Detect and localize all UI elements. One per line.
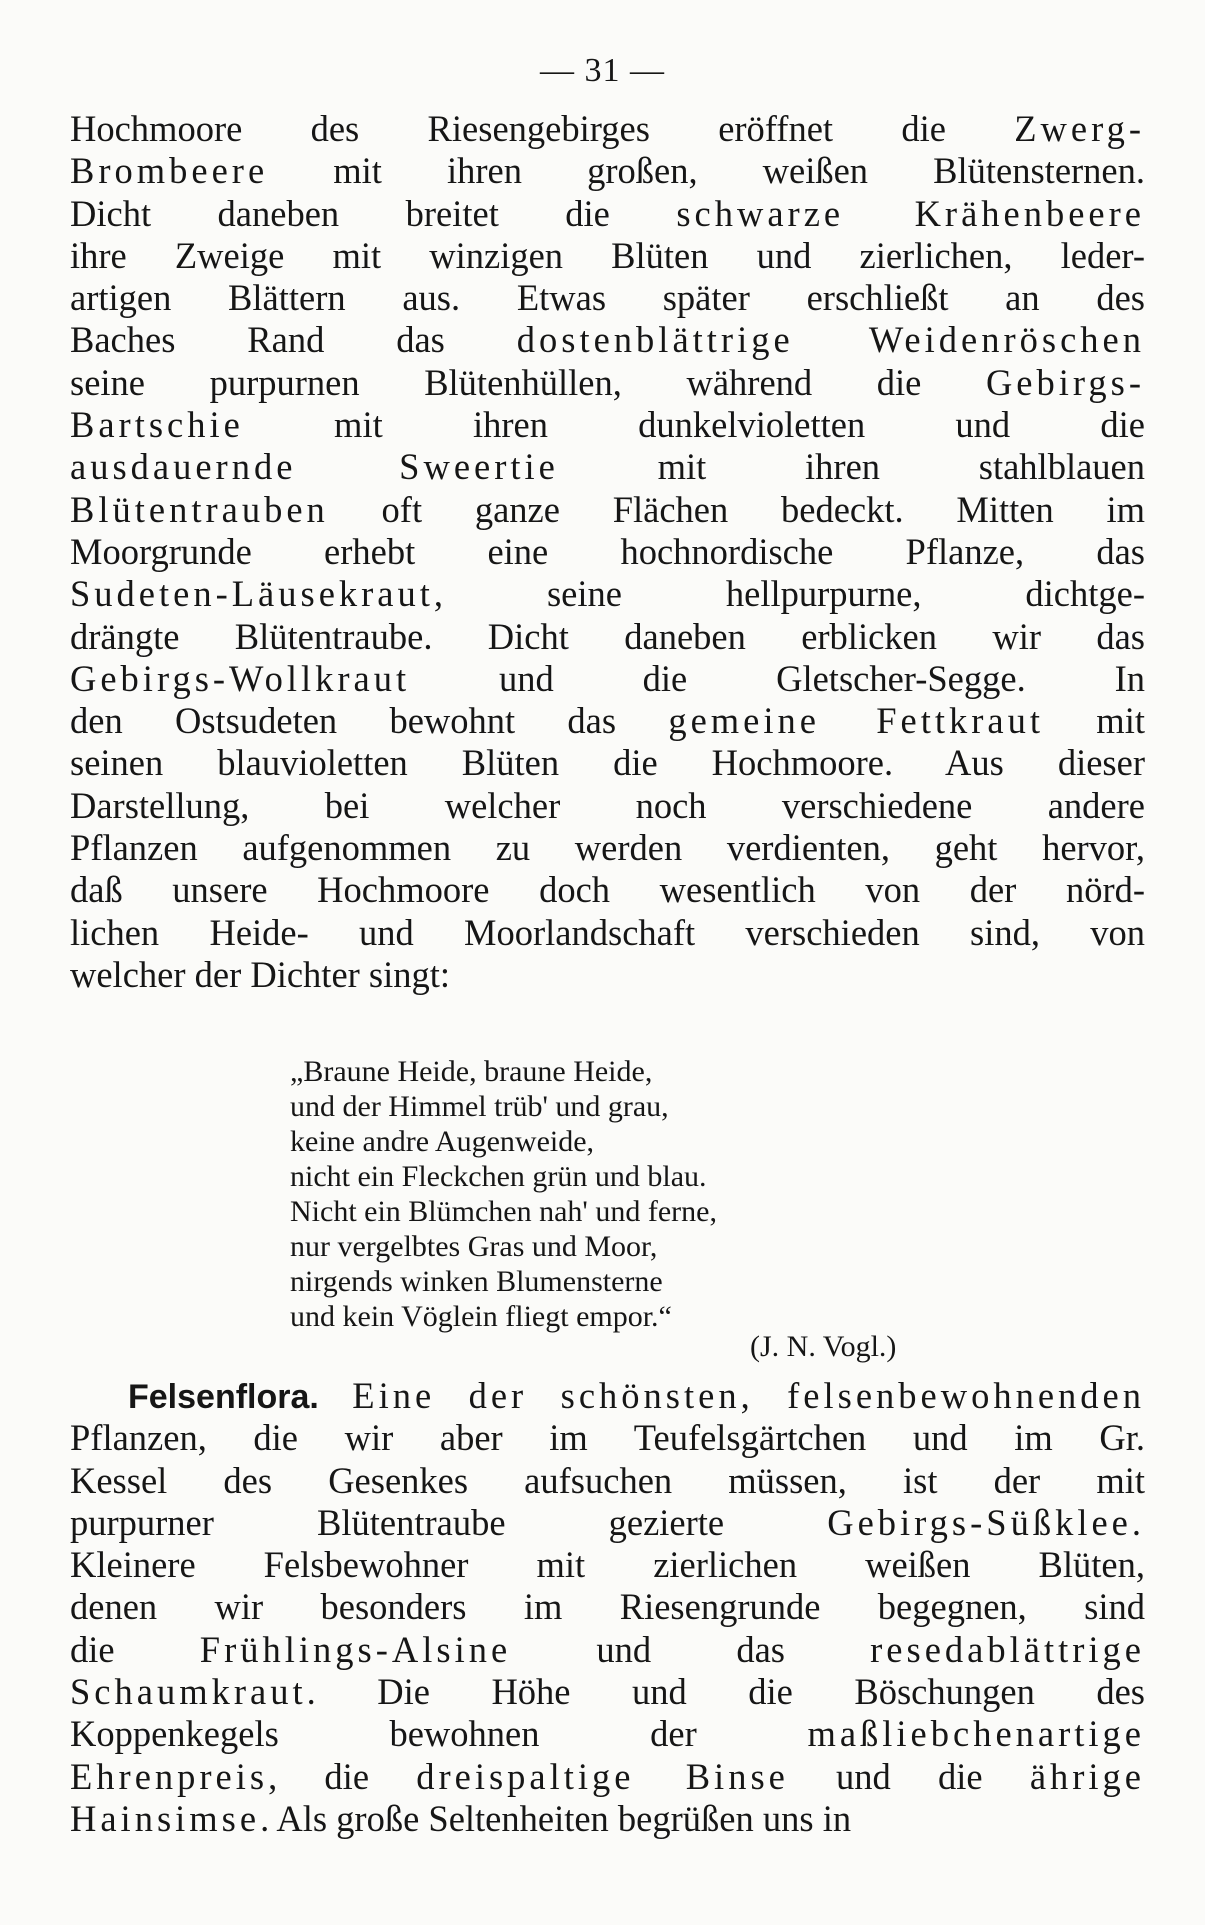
spaced-emphasis: dreispaltige Binse	[416, 1755, 789, 1797]
text-run: artigen Blättern aus. Etwas später erschließt an des	[70, 277, 1145, 319]
text-run: Dicht daneben breitet die	[70, 192, 677, 234]
spaced-emphasis: ährige	[1029, 1755, 1146, 1797]
poem-line: nur vergelbtes Gras und Moor,	[290, 1230, 658, 1263]
spaced-emphasis: dostenblättrige Weidenröschen	[516, 319, 1145, 361]
text-run: Koppenkegels bewohnen der	[70, 1713, 808, 1755]
text-line	[70, 1586, 1145, 1628]
text-line	[70, 277, 1145, 319]
text-line	[70, 1460, 1145, 1502]
text-line	[70, 700, 1145, 742]
spaced-emphasis: Hainsimse	[70, 1797, 261, 1839]
text-line	[70, 319, 1145, 361]
spaced-emphasis: Blütentrauben	[70, 488, 329, 530]
text-run: mit ihren stahlblauen	[558, 446, 1145, 488]
text-run: Hochmoore des Riesengebirges eröffnet die	[70, 108, 1015, 149]
text-line	[70, 827, 1145, 869]
text-run: und das	[511, 1628, 871, 1670]
text-run: drängte Blütentraube. Dicht daneben erblicken wir das	[70, 615, 1145, 657]
spaced-emphasis: Gebirgs-Wollkraut	[70, 657, 411, 699]
text-line	[70, 869, 1145, 911]
text-run: purpurner Blütentraube gezierte	[70, 1501, 828, 1543]
spaced-emphasis: Eine der schönsten, felsenbewohnenden	[318, 1375, 1145, 1416]
text-line	[70, 912, 1145, 954]
text-line	[70, 446, 1145, 488]
text-run: Kessel des Gesenkes aufsuchen müssen, ist der mit	[70, 1459, 1145, 1501]
text-line	[70, 1629, 1145, 1671]
text-line	[70, 658, 1145, 700]
text-line	[70, 235, 1145, 277]
spaced-emphasis: maßliebchenartige	[807, 1713, 1145, 1755]
spaced-emphasis: schwarze Krähenbeere	[676, 192, 1145, 234]
text-run: lichen Heide- und Moorlandschaft verschieden sind, von	[70, 911, 1145, 953]
text-run: mit	[1044, 700, 1145, 742]
spaced-emphasis: Zwerg-	[1014, 108, 1145, 149]
text-run: Kleinere Felsbewohner mit zierlichen weißen Blüten,	[70, 1544, 1145, 1586]
poem-line: keine andre Augenweide,	[290, 1125, 595, 1158]
text-run: denen wir besonders im Riesengrunde begegnen, sind	[70, 1586, 1145, 1628]
text-run: mit ihren großen, weißen Blütensternen.	[268, 150, 1145, 192]
text-run: Moorgrunde erhebt eine hochnordische Pflanze, das	[70, 530, 1145, 572]
text-line	[70, 193, 1145, 235]
text-line	[70, 1417, 1145, 1459]
text-run: . Die Höhe und die Böschungen des	[306, 1671, 1145, 1713]
text-line	[70, 1544, 1145, 1586]
text-line	[70, 1798, 1145, 1840]
text-run: seinen blauvioletten Blüten die Hochmoore. Aus dieser	[70, 742, 1145, 784]
section-heading: Felsenflora.	[128, 1378, 319, 1416]
poem-line: und der Himmel trüb' und grau,	[290, 1090, 669, 1123]
spaced-emphasis: Frühlings-Alsine	[199, 1628, 512, 1670]
text-run: Darstellung, bei welcher noch verschiedene andere	[70, 784, 1145, 826]
text-run: ihre Zweige mit winzigen Blüten und zierlichen, leder-	[70, 234, 1145, 276]
text-run: Pflanzen, die wir aber im Teufelsgärtchen und im Gr.	[70, 1417, 1145, 1459]
spaced-emphasis: Gebirgs-Süßklee.	[827, 1501, 1145, 1543]
paragraph-hochmoore	[70, 108, 1145, 996]
text-line	[70, 531, 1145, 573]
text-run: seine purpurnen Blütenhüllen, während die	[70, 361, 986, 403]
poem-verse	[290, 1054, 910, 1334]
spaced-emphasis: Schaumkraut	[70, 1671, 307, 1713]
text-line	[70, 404, 1145, 446]
text-line	[70, 573, 1145, 615]
poem-attribution: (J. N. Vogl.)	[750, 1330, 897, 1363]
text-line	[70, 616, 1145, 658]
text-line	[70, 1502, 1145, 1544]
text-line	[70, 954, 1145, 996]
text-run: die	[70, 1628, 200, 1670]
text-line	[70, 1713, 1145, 1755]
text-run: und die	[788, 1755, 1030, 1797]
text-run: den Ostsudeten bewohnt das	[70, 700, 669, 742]
text-run: und die Gletscher-Segge. In	[410, 657, 1145, 699]
text-run: daß unsere Hochmoore doch wesentlich von der nörd-	[70, 869, 1145, 911]
text-run: , die	[268, 1755, 417, 1797]
text-line	[70, 150, 1145, 192]
text-line	[70, 1375, 1145, 1417]
text-run: Pflanzen aufgenommen zu werden verdienten, geht hervor,	[70, 827, 1145, 869]
spaced-emphasis: resedablättrige	[870, 1628, 1145, 1670]
spaced-emphasis: Ehrenpreis	[70, 1755, 269, 1797]
text-line	[70, 108, 1145, 150]
poem-line: Nicht ein Blümchen nah' und ferne,	[290, 1195, 717, 1228]
text-line	[70, 1756, 1145, 1798]
text-run: . Als große Seltenheiten begrüßen uns in	[260, 1797, 852, 1839]
text-run: Baches Rand das	[70, 319, 517, 361]
text-run: , seine hellpurpurne, dichtge-	[433, 573, 1145, 615]
poem-line: und kein Vöglein fliegt empor.“	[290, 1300, 672, 1333]
text-line	[70, 1671, 1145, 1713]
spaced-emphasis: gemeine Fettkraut	[668, 700, 1045, 742]
page-number: — 31 —	[540, 52, 665, 89]
poem-line: „Braune Heide, braune Heide,	[290, 1055, 653, 1088]
poem-line: nirgends winken Blumensterne	[290, 1265, 663, 1298]
text-line	[70, 742, 1145, 784]
spaced-emphasis: ausdauernde Sweertie	[70, 446, 559, 488]
text-line	[70, 362, 1145, 404]
text-line	[70, 785, 1145, 827]
spaced-emphasis: Bartschie	[70, 404, 244, 446]
text-run: mit ihren dunkelvioletten und die	[243, 404, 1145, 446]
text-line	[70, 489, 1145, 531]
poem-line: nicht ein Fleckchen grün und blau.	[290, 1160, 707, 1193]
spaced-emphasis: Gebirgs-	[985, 361, 1145, 403]
spaced-emphasis: Sudeten-Läusekraut	[70, 573, 434, 615]
spaced-emphasis: Brombeere	[70, 150, 269, 192]
text-run: welcher der Dichter singt:	[70, 953, 451, 995]
paragraph-felsenflora	[70, 1375, 1145, 1840]
text-run: oft ganze Flächen bedeckt. Mitten im	[328, 488, 1145, 530]
